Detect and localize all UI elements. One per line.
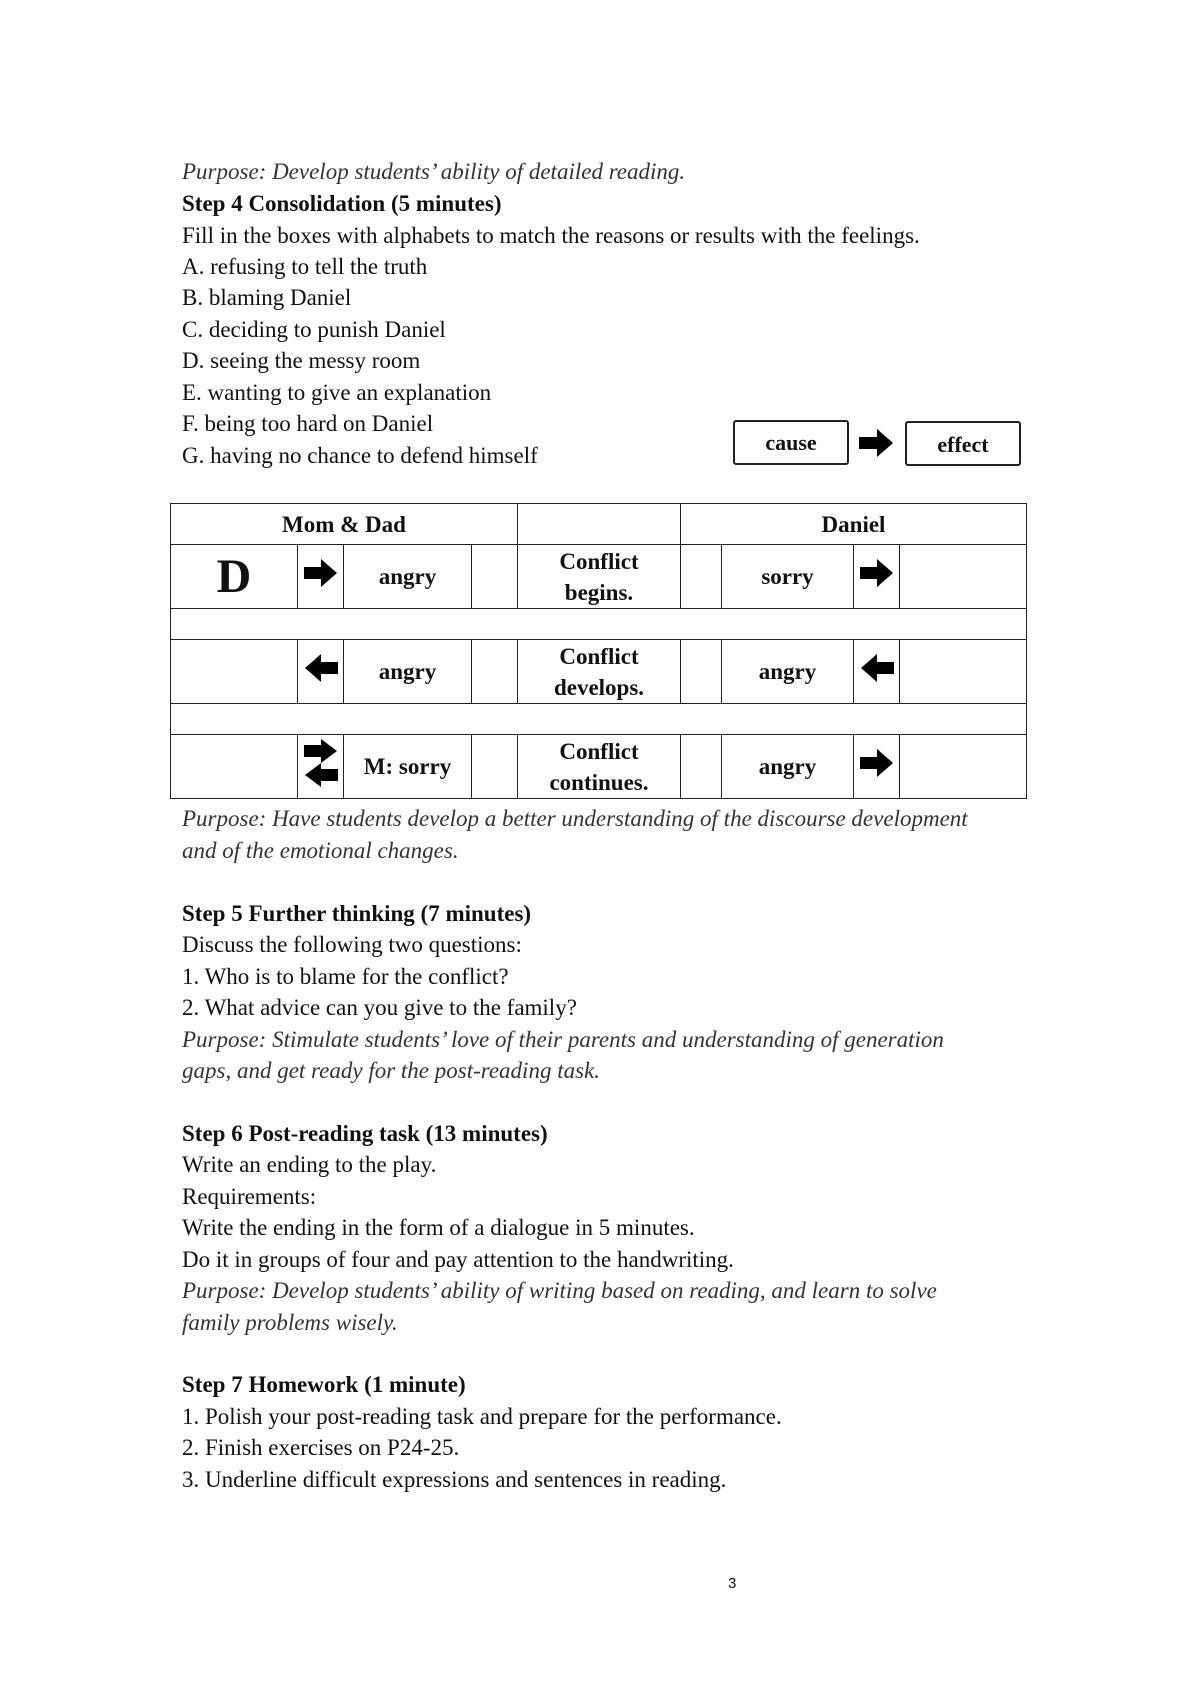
stage-cell [518,545,681,609]
bidirectional-arrow-icon [304,739,338,787]
header-empty [518,504,681,545]
feeling-cell: angry [722,640,854,704]
feeling-cell: M: sorry [344,735,472,799]
feeling-cell: angry [722,735,854,799]
homework-3: 3. Underline difficult expressions and sentences in reading. [182,1467,727,1492]
arrow-cell [298,545,344,609]
requirements-label: Requirements: [182,1184,317,1209]
answer-box[interactable] [681,735,722,799]
step5-instruction: Discuss the following two questions: [182,932,522,957]
option-d: D. seeing the messy room [182,348,421,373]
step4-heading: Step 4 Consolidation (5 minutes) [182,191,502,216]
answer-box[interactable] [900,735,1027,799]
header-daniel: Daniel [681,504,1027,545]
answer-box[interactable] [900,545,1027,609]
effect-box: effect [905,421,1021,466]
feeling-cell: angry [344,640,472,704]
stage-label: Conflict [559,548,639,574]
answer-box[interactable] [472,735,518,799]
option-e: E. wanting to give an explanation [182,380,492,405]
purpose-detailed-reading: Purpose: Develop students’ ability of detailed reading. [182,159,686,184]
spacer-row [171,609,1027,640]
step6-instruction: Write an ending to the play. [182,1152,437,1177]
requirement-1: Write the ending in the form of a dialogue in 5 minutes. [182,1215,695,1240]
step4-instruction: Fill in the boxes with alphabets to match the reasons or results with the feelings. [182,223,920,248]
arrow-left-icon [304,654,338,682]
arrow-cell [854,545,900,609]
option-b: B. blaming Daniel [182,285,352,310]
stage-cell [518,640,681,704]
answer-box[interactable] [171,735,298,799]
answer-box[interactable] [900,640,1027,704]
answer-box[interactable] [472,640,518,704]
purpose-discourse-line1: Purpose: Have students develop a better understanding of the discourse development [182,806,968,831]
answer-box[interactable] [171,545,298,609]
question-2: 2. What advice can you give to the family? [182,995,577,1020]
purpose-writing-line2: family problems wisely. [182,1310,398,1335]
arrow-cell [298,640,344,704]
arrow-cell [854,735,900,799]
step6-heading: Step 6 Post-reading task (13 minutes) [182,1121,548,1146]
answer-box[interactable] [472,545,518,609]
arrow-right-icon [304,559,338,587]
option-f: F. being too hard on Daniel [182,411,434,436]
feeling-cell: sorry [722,545,854,609]
arrow-cell [854,640,900,704]
stage-label: continues. [549,769,649,795]
arrow-left-icon [860,654,894,682]
answer-box[interactable] [171,640,298,704]
answer-letter: D [216,549,252,603]
option-a: A. refusing to tell the truth [182,254,428,279]
question-1: 1. Who is to blame for the conflict? [182,964,509,989]
arrow-right-icon [859,429,895,457]
matching-table [170,503,1027,799]
answer-box[interactable] [681,640,722,704]
stage-label: develops. [553,674,645,700]
requirement-2: Do it in groups of four and pay attention to the handwriting. [182,1247,734,1272]
option-g: G. having no chance to defend himself [182,443,538,468]
homework-1: 1. Polish your post-reading task and prepare for the performance. [182,1404,782,1429]
homework-2: 2. Finish exercises on P24-25. [182,1435,460,1460]
header-mom-dad: Mom & Dad [171,504,518,545]
step5-heading: Step 5 Further thinking (7 minutes) [182,901,532,926]
step7-heading: Step 7 Homework (1 minute) [182,1372,466,1397]
arrow-right-icon [860,559,894,587]
feeling-cell: angry [344,545,472,609]
answer-box[interactable] [681,545,722,609]
purpose-stimulate-line1: Purpose: Stimulate students’ love of their parents and understanding of generation [182,1027,944,1052]
arrow-cell [298,735,344,799]
purpose-discourse-line2: and of the emotional changes. [182,838,459,863]
spacer-row [171,704,1027,735]
stage-label: begins. [564,579,634,605]
cause-box: cause [733,420,849,465]
arrow-right-icon [860,749,894,777]
option-c: C. deciding to punish Daniel [182,317,446,342]
stage-cell [518,735,681,799]
stage-label: Conflict [559,738,639,764]
page-number: 3 [728,1575,737,1592]
purpose-writing-line1: Purpose: Develop students’ ability of writing based on reading, and learn to solve [182,1278,937,1303]
purpose-stimulate-line2: gaps, and get ready for the post-reading task. [182,1058,600,1083]
stage-label: Conflict [559,643,639,669]
